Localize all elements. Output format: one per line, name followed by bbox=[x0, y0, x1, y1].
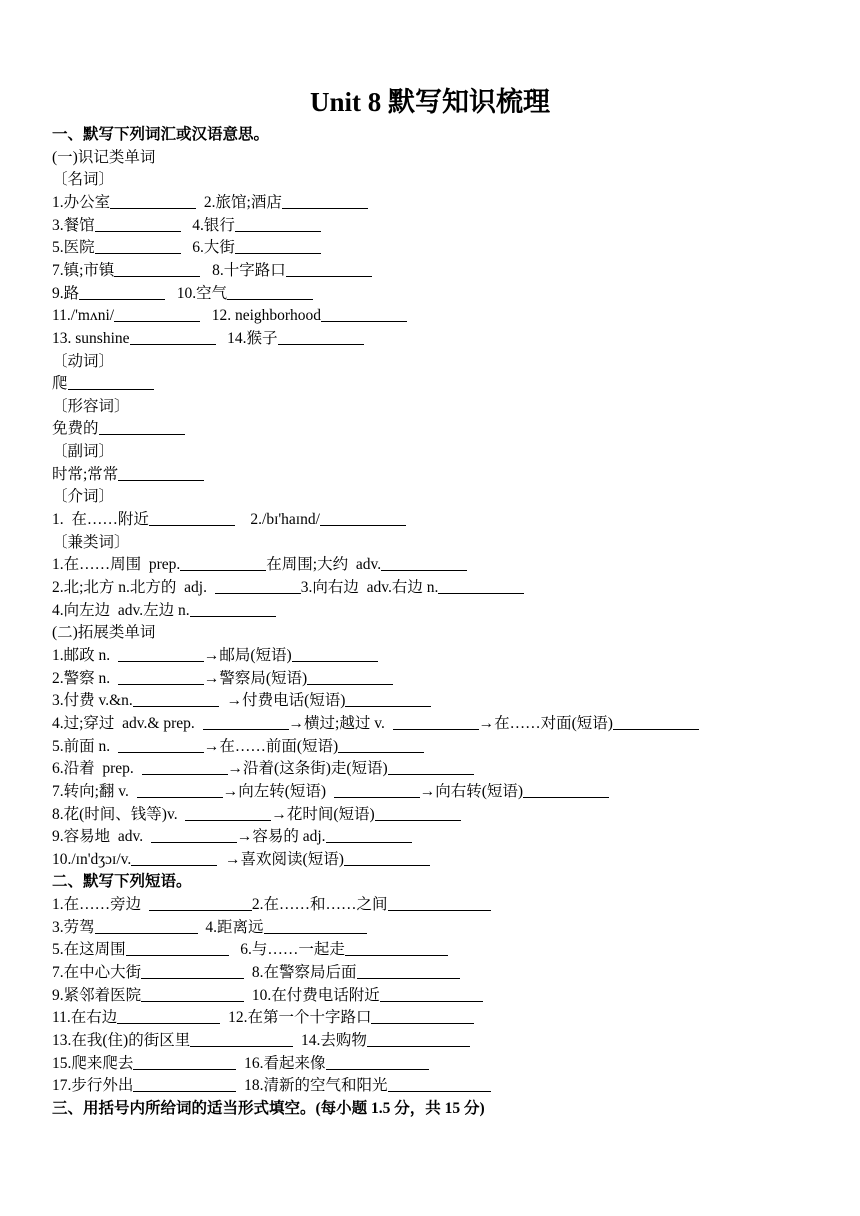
worksheet-line bbox=[52, 192, 368, 214]
answer-blank[interactable] bbox=[99, 419, 185, 435]
answer-blank[interactable] bbox=[375, 805, 461, 821]
answer-blank[interactable] bbox=[151, 827, 237, 843]
line-text: (二)拓展类单词 bbox=[52, 624, 156, 642]
line-text: 4.银行 bbox=[180, 216, 235, 234]
answer-blank[interactable] bbox=[264, 918, 367, 934]
answer-blank[interactable] bbox=[68, 374, 154, 390]
answer-blank[interactable] bbox=[345, 691, 431, 707]
line-text: 2.警察 n. bbox=[52, 669, 118, 687]
answer-blank[interactable] bbox=[278, 329, 364, 345]
line-text: 〔动词〕 bbox=[52, 352, 115, 370]
answer-blank[interactable] bbox=[149, 895, 252, 911]
answer-blank[interactable] bbox=[235, 216, 321, 232]
worksheet-line bbox=[52, 894, 491, 916]
answer-blank[interactable] bbox=[79, 284, 165, 300]
answer-blank[interactable] bbox=[203, 714, 289, 730]
answer-blank[interactable] bbox=[95, 238, 181, 254]
worksheet-line bbox=[52, 1053, 429, 1075]
answer-blank[interactable] bbox=[307, 669, 393, 685]
line-text: 17.步行外出 bbox=[52, 1077, 134, 1095]
line-text: 4.向左边 adv.左边 n. bbox=[52, 601, 190, 619]
answer-blank[interactable] bbox=[334, 782, 420, 798]
line-text: 9.路 bbox=[52, 284, 80, 302]
worksheet-line bbox=[52, 147, 155, 169]
answer-blank[interactable] bbox=[321, 306, 407, 322]
answer-blank[interactable] bbox=[141, 963, 244, 979]
line-text: 16.看起来像 bbox=[236, 1054, 326, 1072]
answer-blank[interactable] bbox=[367, 1031, 470, 1047]
worksheet-line bbox=[52, 690, 431, 712]
line-text: 1.办公室 bbox=[52, 193, 111, 211]
worksheet-line bbox=[52, 668, 393, 690]
line-text: 2./bɪ'haɪnd/ bbox=[234, 511, 320, 529]
worksheet-line bbox=[52, 509, 406, 531]
worksheet-line bbox=[52, 736, 424, 758]
line-text: 10.空气 bbox=[165, 284, 228, 302]
line-text: 11.在右边 bbox=[52, 1009, 118, 1027]
answer-blank[interactable] bbox=[114, 306, 200, 322]
line-text: →喜欢阅读(短语) bbox=[217, 850, 344, 868]
answer-blank[interactable] bbox=[117, 1008, 220, 1024]
worksheet-line bbox=[52, 486, 114, 508]
line-text: 9.容易地 adv. bbox=[52, 828, 151, 846]
answer-blank[interactable] bbox=[320, 510, 406, 526]
worksheet-line bbox=[52, 532, 130, 554]
answer-blank[interactable] bbox=[190, 601, 276, 617]
line-text: 〔兼类词〕 bbox=[52, 533, 130, 551]
line-text: 8.花(时间、钱等)v. bbox=[52, 805, 186, 823]
answer-blank[interactable] bbox=[292, 646, 378, 662]
line-text: →横过;越过 v. bbox=[288, 714, 393, 732]
section-heading bbox=[52, 1098, 485, 1120]
line-text: 12.在第一个十字路口 bbox=[220, 1009, 372, 1027]
worksheet-line bbox=[52, 645, 378, 667]
line-text: →沿着(这条街)走(短语) bbox=[227, 760, 388, 778]
worksheet-line bbox=[52, 804, 461, 826]
line-text: 2.旅馆;酒店 bbox=[196, 193, 282, 211]
section-heading bbox=[52, 871, 192, 893]
line-text: 5.前面 n. bbox=[52, 737, 118, 755]
line-text: 10.在付费电话附近 bbox=[244, 986, 380, 1004]
answer-blank[interactable] bbox=[95, 918, 198, 934]
answer-blank[interactable] bbox=[114, 261, 200, 277]
worksheet-line bbox=[52, 418, 185, 440]
answer-blank[interactable] bbox=[215, 578, 301, 594]
worksheet-line bbox=[52, 758, 474, 780]
line-text: 13. sunshine bbox=[52, 329, 130, 347]
worksheet-line bbox=[52, 962, 460, 984]
line-text: 10./ɪn'dʒɔɪ/v. bbox=[52, 850, 132, 868]
line-text: 7.镇;市镇 bbox=[52, 261, 115, 279]
answer-blank[interactable] bbox=[118, 646, 204, 662]
line-text: 2.在……和……之间 bbox=[251, 896, 388, 914]
answer-blank[interactable] bbox=[126, 940, 229, 956]
line-text: 15.爬来爬去 bbox=[52, 1054, 134, 1072]
answer-blank[interactable] bbox=[388, 895, 491, 911]
answer-blank[interactable] bbox=[282, 193, 368, 209]
answer-blank[interactable] bbox=[381, 555, 467, 571]
answer-blank[interactable] bbox=[388, 759, 474, 775]
worksheet-line bbox=[52, 577, 524, 599]
answer-blank[interactable] bbox=[227, 284, 313, 300]
answer-blank[interactable] bbox=[118, 465, 204, 481]
answer-blank[interactable] bbox=[380, 986, 483, 1002]
worksheet-line bbox=[52, 260, 372, 282]
line-text: 2.北;北方 n.北方的 adj. bbox=[52, 579, 215, 596]
line-text: 6.与……一起走 bbox=[228, 941, 345, 959]
answer-blank[interactable] bbox=[131, 850, 217, 866]
line-text: 12. neighborhood bbox=[200, 307, 322, 325]
worksheet-line bbox=[52, 939, 448, 961]
line-text: 4.过;穿过 adv.& prep. bbox=[52, 714, 203, 732]
answer-blank[interactable] bbox=[344, 850, 430, 866]
answer-blank[interactable] bbox=[190, 1031, 293, 1047]
answer-blank[interactable] bbox=[141, 986, 244, 1002]
worksheet-line bbox=[52, 985, 483, 1007]
answer-blank[interactable] bbox=[133, 1076, 236, 1092]
line-text: 3.向右边 adv.右边 n. bbox=[300, 579, 439, 596]
line-text: 3.付费 v.&n. bbox=[52, 692, 133, 710]
answer-blank[interactable] bbox=[118, 669, 204, 685]
answer-blank[interactable] bbox=[286, 261, 372, 277]
answer-blank[interactable] bbox=[371, 1008, 474, 1024]
worksheet-line bbox=[52, 622, 155, 644]
line-text: →在……前面(短语) bbox=[203, 737, 339, 755]
answer-blank[interactable] bbox=[95, 216, 181, 232]
line-text: 5.在这周围 bbox=[52, 941, 126, 959]
line-text: 三、用括号内所给词的适当形式填空。(每小题 1.5 分，共 15 分) bbox=[52, 1099, 485, 1117]
worksheet-line bbox=[52, 600, 276, 622]
answer-blank[interactable] bbox=[345, 940, 448, 956]
worksheet-line bbox=[52, 396, 130, 418]
line-text: 6.大街 bbox=[180, 239, 235, 257]
line-text: 1.在……周围 prep. bbox=[52, 556, 181, 574]
line-text: 〔介词〕 bbox=[52, 488, 115, 506]
line-text: 9.紧邻着医院 bbox=[52, 986, 142, 1004]
line-text: 1.邮政 n. bbox=[52, 646, 118, 664]
answer-blank[interactable] bbox=[142, 759, 228, 775]
line-text: 14.猴子 bbox=[215, 329, 278, 347]
line-text: →向右转(短语) bbox=[419, 782, 524, 800]
line-text: 8.在警察局后面 bbox=[244, 964, 357, 982]
answer-blank[interactable] bbox=[149, 510, 235, 526]
line-text: 〔名词〕 bbox=[52, 171, 115, 189]
line-text: →警察局(短语) bbox=[203, 669, 308, 687]
worksheet-line bbox=[52, 781, 609, 803]
line-text: 在周围;大约 adv. bbox=[266, 556, 382, 574]
answer-blank[interactable] bbox=[613, 714, 699, 730]
answer-blank[interactable] bbox=[393, 714, 479, 730]
worksheet-line bbox=[52, 1030, 470, 1052]
answer-blank[interactable] bbox=[180, 555, 266, 571]
line-text: 爬 bbox=[52, 375, 68, 393]
worksheet-line bbox=[52, 554, 467, 576]
line-text: 3.餐馆 bbox=[52, 216, 95, 234]
line-text: 7.在中心大街 bbox=[52, 964, 142, 982]
answer-blank[interactable] bbox=[133, 1054, 236, 1070]
line-text: 8.十字路口 bbox=[200, 261, 286, 279]
answer-blank[interactable] bbox=[235, 238, 321, 254]
answer-blank[interactable] bbox=[326, 1054, 429, 1070]
line-text: 〔副词〕 bbox=[52, 443, 115, 461]
line-text: →容易的 adj. bbox=[236, 828, 326, 846]
line-text: 时常;常常 bbox=[52, 465, 119, 483]
answer-blank[interactable] bbox=[388, 1076, 491, 1092]
answer-blank[interactable] bbox=[185, 805, 271, 821]
answer-blank[interactable] bbox=[110, 193, 196, 209]
answer-blank[interactable] bbox=[118, 737, 204, 753]
line-text: →向左转(短语) bbox=[222, 782, 334, 800]
worksheet-line bbox=[52, 917, 367, 939]
section-heading bbox=[52, 124, 269, 146]
answer-blank[interactable] bbox=[137, 782, 223, 798]
worksheet-line bbox=[52, 351, 114, 373]
line-text: 6.沿着 prep. bbox=[52, 760, 142, 778]
answer-blank[interactable] bbox=[523, 782, 609, 798]
answer-blank[interactable] bbox=[357, 963, 460, 979]
worksheet-line bbox=[52, 328, 364, 350]
worksheet-line bbox=[52, 826, 412, 848]
line-text: 1.在……旁边 bbox=[52, 896, 149, 914]
worksheet-line bbox=[52, 169, 114, 191]
page-title: Unit 8 默写知识梳理 bbox=[309, 87, 550, 117]
line-text: 3.劳驾 bbox=[52, 918, 95, 936]
worksheet-line bbox=[52, 1007, 474, 1029]
line-text: 11./'mʌni/ bbox=[52, 307, 115, 325]
worksheet-line bbox=[52, 283, 313, 305]
line-text: 18.清新的空气和阳光 bbox=[236, 1077, 388, 1095]
worksheet-line bbox=[52, 305, 407, 327]
line-text: 13.在我(住)的街区里 bbox=[52, 1032, 191, 1049]
answer-blank[interactable] bbox=[133, 691, 219, 707]
worksheet-line bbox=[52, 237, 321, 259]
answer-blank[interactable] bbox=[130, 329, 216, 345]
line-text: 4.距离远 bbox=[197, 918, 264, 936]
line-text: →在……对面(短语) bbox=[478, 714, 613, 732]
worksheet-line bbox=[52, 215, 321, 237]
line-text: (一)识记类单词 bbox=[52, 148, 156, 166]
line-text: 二、默写下列短语。 bbox=[52, 873, 192, 891]
answer-blank[interactable] bbox=[438, 578, 524, 594]
line-text: 一、默写下列词汇或汉语意思。 bbox=[52, 126, 270, 143]
worksheet-line bbox=[52, 849, 430, 871]
line-text: 5.医院 bbox=[52, 239, 95, 257]
line-text: 14.去购物 bbox=[293, 1032, 367, 1049]
line-text: 7.转向;翻 v. bbox=[52, 782, 137, 800]
worksheet-line bbox=[52, 373, 154, 395]
worksheet-line bbox=[52, 713, 699, 735]
worksheet-line bbox=[52, 1075, 491, 1097]
worksheet-line bbox=[52, 441, 114, 463]
answer-blank[interactable] bbox=[338, 737, 424, 753]
line-text: →付费电话(短语) bbox=[218, 692, 346, 710]
worksheet-line bbox=[52, 464, 204, 486]
line-text: →邮局(短语) bbox=[203, 646, 292, 664]
line-text: 〔形容词〕 bbox=[52, 397, 130, 415]
line-text: 1. 在……附近 bbox=[52, 511, 149, 529]
line-text: 免费的 bbox=[52, 420, 99, 438]
line-text: →花时间(短语) bbox=[271, 805, 375, 823]
answer-blank[interactable] bbox=[326, 827, 412, 843]
